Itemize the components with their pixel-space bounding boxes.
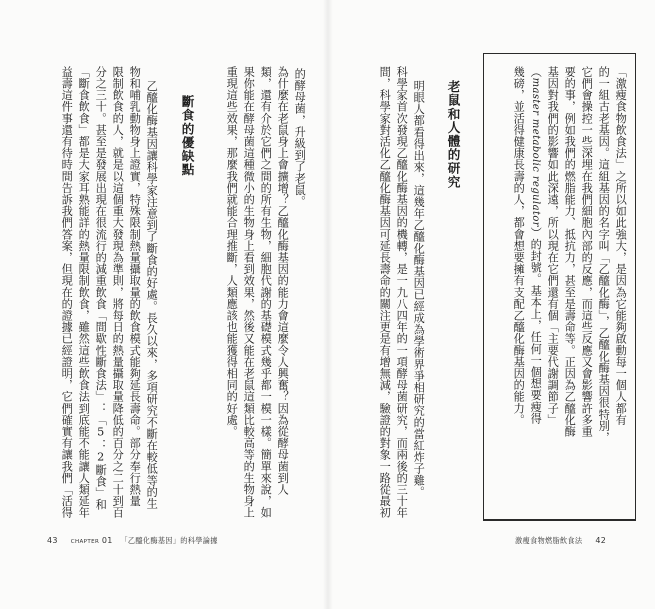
left-col-10: 物和哺乳動物身上證實，特殊限制熱量攝取量的飲食模式能夠延長壽命。部分奉行熱量: [128, 66, 142, 507]
left-col-2: 為什麼在老鼠身上會擴增？乙醯化酶基因的能力會這麼令人興奮？因為從酵母菌到人: [276, 66, 290, 496]
box-col-5: 基因對我們的影響如此深遠，所以現在它們還有個「主要代謝調節子」: [546, 66, 560, 426]
chapter-label: CHAPTER: [70, 539, 100, 545]
left-page-number: 43: [47, 536, 58, 545]
book-title: 激瘦食物燃脂飲食法: [515, 536, 583, 545]
left-col-9: 乙醯化酶基因讓科學家注意到了斷食的好處。長久以來，多項研究不斷在較低等的生: [145, 80, 159, 510]
intro-callout-box: [483, 53, 636, 521]
chapter-number: 01: [101, 536, 113, 545]
box-col-6-latin: master metabolic regulator: [530, 77, 542, 227]
box-col-2: 的一組古老基因。這組基因的名字叫「乙醯化酶」，乙醯化酶基因很特別，: [597, 66, 611, 444]
left-col-1: 的酵母菌，升級到了老鼠。: [293, 68, 307, 208]
right-col-3: 間，科學家對活化乙醯化酶基因可延長壽命的關注更是有增無減，驗證的對象一路從最初: [378, 66, 392, 519]
box-col-1: 「激瘦食物飲食法」之所以如此強大，是因為它能夠啟動每一個人都有: [614, 66, 628, 426]
left-col-13: 「斷食飲食」都是大家耳熟能詳的熱量限制飲食，雖然這些飲食法到底能不能讓人類延年: [77, 66, 91, 519]
right-col-1: 明眼人都看得出來，這幾年乙醯化酶基因已經成為學術界爭相研究的當紅炸子雞。: [412, 80, 426, 498]
section-heading-fasting: 斷食的優缺點: [179, 95, 195, 177]
box-col-3: 它們會操控一些深埋在我們細胞內部的反應，而這些反應又會影響許多重: [580, 66, 594, 438]
left-col-11: 限制飲食的人，就是以這個重大發現為準則，將每日的熱量攝取量降低的百分之二十到百: [111, 66, 125, 519]
right-page-number: 42: [595, 536, 607, 545]
box-col-7: 幾磅，並活得健康長壽的人，都會想要擁有支配乙醯化酶基因的能力。: [512, 66, 526, 426]
right-footer: [515, 536, 606, 546]
left-footer: [47, 536, 218, 546]
left-col-12: 分之三十。甚至是發展出現在很流行的減重飲食「間歇性斷食法」：「5：2斷食」和: [94, 66, 108, 511]
left-col-4: 果你能在酵母菌這種微小的生物身上看到效果，然後又能在老鼠這類比較高等的生物身上: [242, 66, 256, 519]
left-col-5: 重現這些效果，那麼我們就能合理推斷，人類應該也能獲得相同的好處。: [225, 66, 239, 438]
left-col-3: 類，還有介於它們之間的所有生物，細胞代謝的基礎模式幾乎都一模一樣。簡單來說，如: [259, 66, 273, 519]
right-col-2: 科學家首次發現乙醯化酶基因的機轉，是一九八四年的一項酵母菌研究，而兩後的三十年: [395, 66, 409, 519]
chapter-title: 「乙醯化酶基因」的科學論據: [120, 536, 218, 545]
box-col-6: （master metabolic regulator）的封號。基本上，任何一個想要瘦得: [529, 66, 543, 425]
left-col-14: 益壽這件事還有待時間告訴我們答案，但現在的證據已經證明，它們確實有讓我們「活得: [60, 66, 74, 519]
section-heading-mice-humans: 老鼠和人體的研究: [445, 80, 461, 189]
box-col-4: 要的事，例如我們的燃脂能力、抵抗力，甚至是壽命等。正因為乙醯化酶: [563, 66, 577, 438]
